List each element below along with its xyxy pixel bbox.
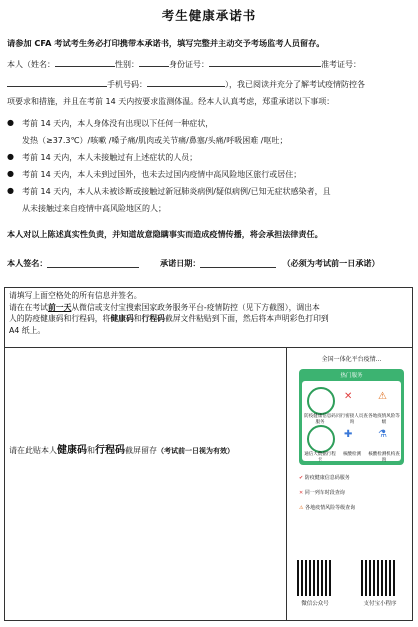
tile-risk-levels[interactable]: 各地疫情风险等级 — [368, 414, 400, 425]
tile-nucleic-test[interactable]: 核酸检测 — [343, 452, 361, 457]
instructions — [5, 288, 412, 348]
tile-contacts[interactable]: 同行密接人员查询 — [336, 414, 368, 425]
date-row — [160, 258, 380, 269]
service-list — [299, 471, 404, 516]
phone-label: 手机号码： — [107, 80, 147, 89]
ticket-field[interactable] — [7, 78, 107, 87]
name-field[interactable] — [55, 58, 115, 67]
bullet-3: 考前 14 天内，本人未到过国外，也未去过国内疫情中高风险地区旅行或居住； — [22, 170, 302, 179]
signature-label: 本人签名： — [7, 258, 48, 268]
signature-field[interactable] — [47, 259, 139, 268]
intro-notice: 请参加 CFA 考试考生务必打印携带本承诺书，填写完整并主动交予考场监考人员留存。 — [7, 38, 325, 48]
id-field[interactable] — [209, 58, 321, 67]
service-panel — [299, 369, 404, 465]
phone-field[interactable] — [147, 78, 225, 87]
bullet-2: 考前 14 天内，本人未接触过有上述症状的人员； — [22, 153, 198, 162]
instruction-4: A4 纸上。 — [9, 325, 46, 335]
gender-label: 性别： — [115, 60, 139, 69]
alipay-qr-code — [361, 560, 397, 596]
info-line-2 — [7, 78, 413, 90]
bullet-1-symptoms: 发热（≥37.3℃）/咳嗽 /嗓子痛/肌肉或关节痛/鼻塞/头痛/呼吸困难 /呕吐； — [22, 136, 288, 145]
oath-statement: 本人对以上陈述真实性负责，并知道故意隐瞒事实而造成疫情传播，将会承担法律责任。 — [7, 229, 323, 239]
list-item[interactable]: ✕ 同一列车时段查询 — [299, 490, 345, 496]
info-line-1 — [7, 58, 413, 70]
test-icon: ✚ — [344, 429, 353, 440]
bullet-dot: ● — [7, 152, 14, 161]
id-label: 身份证号： — [169, 60, 209, 69]
wechat-label: 微信公众号 — [301, 601, 329, 607]
paste-instruction: 请在此贴本人健康码和行程码截屏留存（考试前一日视为有效） — [9, 445, 234, 456]
gender-field[interactable] — [139, 58, 169, 67]
page-title: 考生健康承诺书 — [161, 8, 257, 23]
upload-box — [4, 287, 413, 621]
date-field[interactable] — [200, 259, 276, 268]
date-note: （必须为考试前一日承诺） — [282, 258, 380, 268]
warning-icon: ⚠ — [378, 391, 387, 402]
bullet-4-cont: 从未接触过来自疫情中高风险地区的人； — [22, 204, 166, 213]
health-code-circle — [307, 387, 335, 415]
tile-trip-code[interactable]: 通信大数据行程卡 — [304, 452, 336, 463]
bullet-dot: ● — [7, 169, 14, 178]
bullet-1: 考前 14 天内，本人身体没有出现以下任何一种症状， — [22, 119, 214, 128]
instruction-1: 请填写上面空格处的所有信息并签名。 — [9, 291, 142, 300]
statement-text: ），我已阅读并充分了解考试疫情防控各 — [225, 80, 365, 89]
alipay-label: 支付宝小程序 — [363, 601, 397, 607]
signature-row — [7, 258, 139, 269]
tile-grid — [302, 381, 401, 461]
instruction-3: 人的防疫健康码和行程码，将健康码和行程码截屏文件粘贴到下面，然后将本声明彩色打印到 — [9, 314, 329, 324]
name-label: 本人（姓名： — [7, 60, 55, 69]
bullet-4: 考前 14 天内，本人从未被诊断或接触过新冠肺炎病例/疑似病例/已知无症状感染者，且 — [22, 187, 331, 196]
list-item[interactable]: ✔ 防疫健康信息码服务 — [299, 475, 350, 481]
phone-title: 全国一体化平台疫情... — [321, 356, 382, 363]
list-item[interactable]: ⚠ 各地疫情风险等级查询 — [299, 505, 356, 511]
paste-area[interactable] — [5, 348, 287, 620]
tile-health-code[interactable]: 防疫健康信息码服务 — [304, 414, 336, 425]
tile-test-sites[interactable]: 核酸检测机构查询 — [368, 452, 400, 463]
instruction-2: 请在在考试前一天从微信或支付宝搜索国家政务服务平台-疫情防控（见下方截图），调出本 — [9, 302, 320, 312]
wechat-qr-code — [297, 560, 333, 596]
ticket-label: 准考证号： — [321, 60, 361, 69]
bullet-dot: ● — [7, 118, 14, 127]
info-line-3: 项要求和措施，并且在考前 14 天内按要求监测体温。经本人认真考虑，郑重承诺以下事项： — [7, 97, 335, 106]
date-label: 承诺日期： — [160, 258, 201, 268]
phone-screenshot — [293, 353, 410, 533]
close-icon: ✕ — [344, 391, 353, 402]
trip-code-circle — [307, 425, 335, 453]
hot-services-tab: 热门服务 — [340, 373, 363, 379]
bullet-dot: ● — [7, 186, 14, 195]
lab-icon: ⚗ — [378, 429, 387, 440]
